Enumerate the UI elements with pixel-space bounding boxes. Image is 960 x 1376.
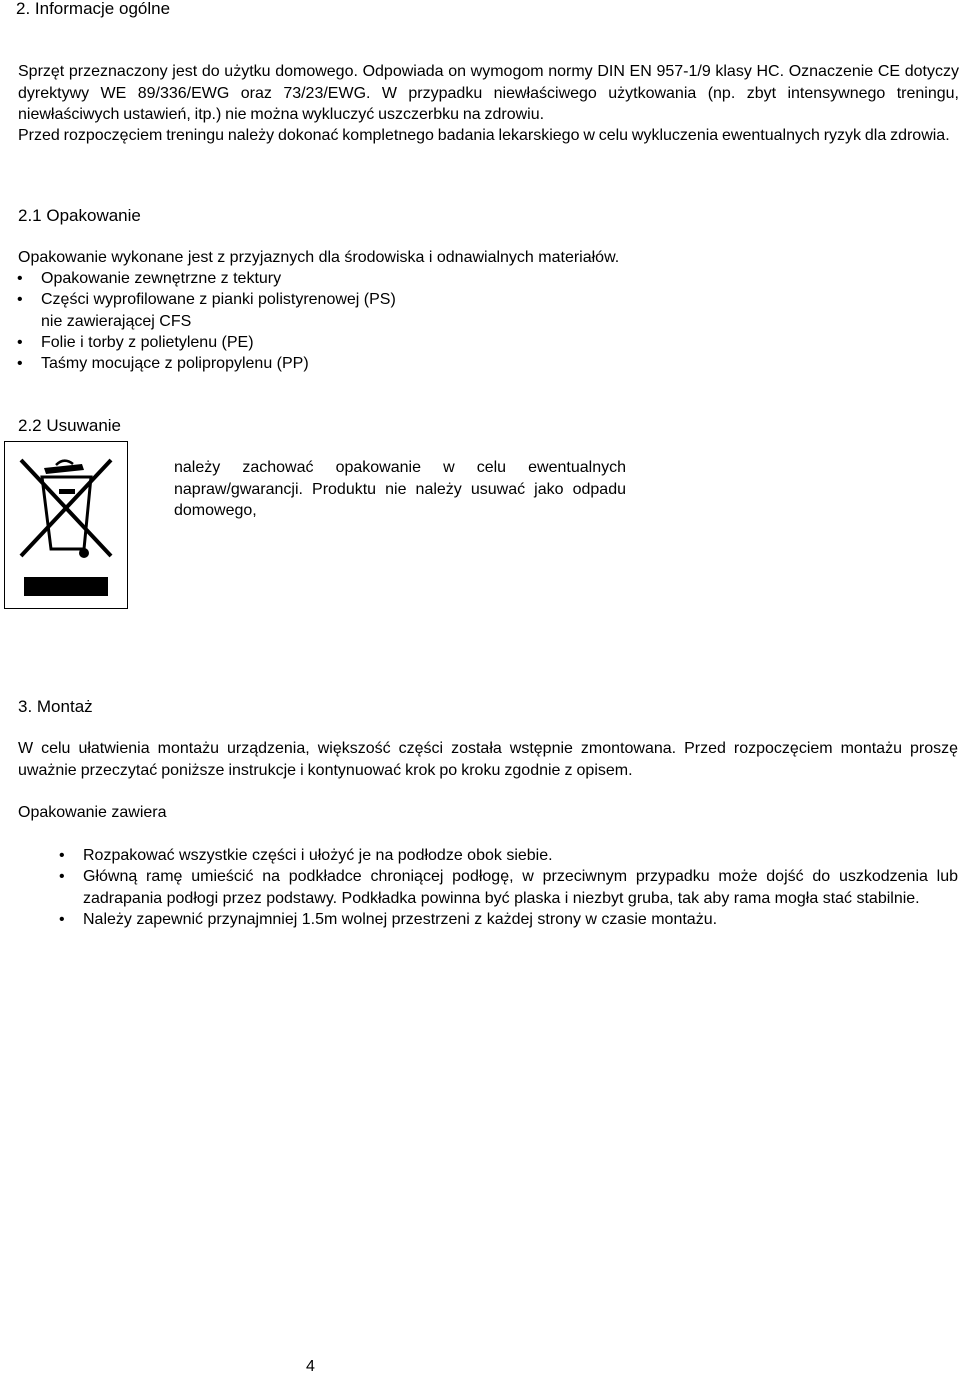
page-number: 4 bbox=[306, 1358, 315, 1375]
bullet-icon: • bbox=[17, 355, 23, 373]
bullet-icon: • bbox=[17, 270, 23, 287]
bullet-icon: • bbox=[59, 910, 65, 928]
list-item: • Folie i torby z polietylenu (PE) bbox=[41, 332, 741, 353]
list-item: • Należy zapewnić przynajmniej 1.5m wolnej przestrzeni z każdej strony w czasie montażu. bbox=[83, 909, 958, 930]
list-item: • Taśmy mocujące z polipropylenu (PP) bbox=[41, 353, 741, 374]
packaging-intro: Opakowanie wykonane jest z przyjaznych dla środowiska i odnawialnych materiałów. bbox=[18, 249, 620, 266]
weee-bin-icon bbox=[4, 441, 128, 609]
list-item: • Główną ramę umieścić na podkładce chroniącej podłogę, w przeciwnym przypadku może dojść do uszkodzenia lub zadrapania podłogi przez podstawy. Podkładka powinna być plaska i niezbyt gruba, tak aby rama mogła stać stabilnie. bbox=[59, 868, 958, 907]
bullet-icon: • bbox=[17, 291, 23, 309]
section-2-paragraph-1: Sprzęt przeznaczony jest do użytku domowego. Odpowiada on wymogom normy DIN EN 957-1/9 klasy HC. Oznaczenie CE dotyczy dyrektywy WE 89/336/EWG oraz 73/23/EWG. W przypadku niewłaściwego użytkowania (np. zbyt intensywnego treningu, niewłaściwych ustawień, itp.) nie można wykluczyć uszczerbku na zdrowiu. bbox=[18, 63, 959, 123]
assembly-intro: W celu ułatwienia montażu urządzenia, większość części została wstępnie zmontowana. Przed rozpoczęciem montażu proszę uważnie przeczytać poniższe instrukcje i kontynuować krok po kroku zgodnie z opisem. bbox=[18, 740, 958, 779]
disposal-note: należy zachować opakowanie w celu ewentualnych napraw/gwarancji. Produktu nie należy usuwać jako odpadu domowego, bbox=[174, 459, 626, 519]
list-item: • Opakowanie zewnętrzne z tektury bbox=[41, 268, 741, 289]
section-2-paragraph-2: Przed rozpoczęciem treningu należy dokonać kompletnego badania lekarskiego w celu wykluczenia ewentualnych ryzyk dla zdrowia. bbox=[18, 127, 950, 144]
package-contents-subheading: Opakowanie zawiera bbox=[18, 804, 167, 821]
section-3-heading: 3. Montaż bbox=[18, 697, 93, 716]
bullet-icon: • bbox=[17, 333, 23, 351]
section-2-2-heading: 2.2 Usuwanie bbox=[18, 416, 122, 435]
list-item: • Części wyprofilowane z pianki polistyrenowej (PS) nie zawierającej CFS bbox=[17, 291, 396, 330]
crossed-out-wheelie-bin-icon bbox=[4, 441, 128, 609]
section-2-heading: 2. Informacje ogólne bbox=[16, 0, 171, 18]
list-item: • Rozpakować wszystkie części i ułożyć je na podłodze obok siebie. bbox=[83, 845, 958, 866]
assembly-steps-list bbox=[59, 845, 958, 930]
packaging-materials-list bbox=[17, 268, 741, 374]
section-2-1-heading: 2.1 Opakowanie bbox=[18, 206, 141, 225]
bullet-icon: • bbox=[59, 847, 65, 864]
bullet-icon: • bbox=[59, 868, 65, 886]
